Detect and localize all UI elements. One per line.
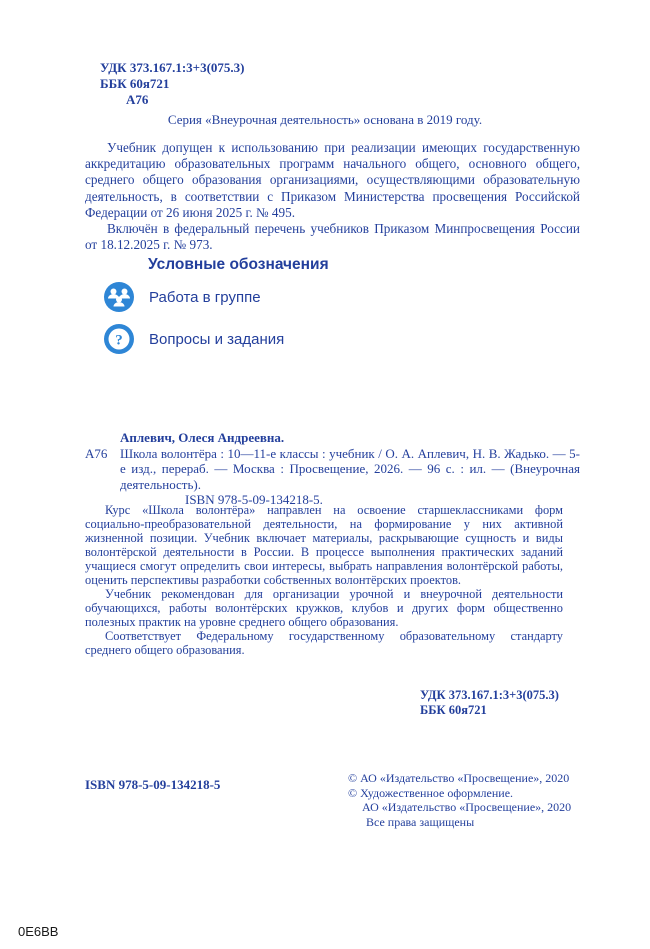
copyright-line: Все права защищены [366,814,475,829]
catalog-author: Аплевич, Олеся Андреевна. [120,430,285,445]
bibliographic-codes-bottom [420,688,559,718]
author-sign-code: А76 [126,92,149,107]
bbk-line-bottom: ББК 60я721 [420,703,487,717]
catalog-isbn: ISBN 978-5-09-134218-5. [185,492,323,507]
bibliographic-codes-top [100,60,245,108]
corner-print-code: 0Е6ВВ [18,924,59,939]
annotation-block [85,503,563,657]
annotation-standard: Соответствует Федеральному государственному образовательному стандарту среднего общего образования. [85,629,563,657]
approval-block [85,140,580,253]
question-icon [103,323,135,355]
approval-paragraph: Учебник допущен к использованию при реализации имеющих государственную аккредитацию образовательных программ начального общего, основного общего, среднего общего образования организациями, осуществляющими образовательную деятельность, в соответствии с Приказом Министерства просвещения Российской Федерации от 26 июня 2025 г. № 495. [85,140,580,220]
annotation-course: Курс «Школа волонтёра» направлен на освоение старшеклассниками форм социально-преобразовательной деятельности, на формирование у них активной жизненной позиции. Учебник включает материалы, раскрывающие сущность и виды волонтёрской деятельности в России. В процессе выполнения практических заданий учащиеся смогут определить свои интересы, выбрать направления волонтёрской работы, оценить перспективы разработки собственных волонтёрских проектов. [85,503,563,587]
copyright-line: © АО «Издательство «Просвещение», 2020 [348,771,570,785]
legend-item-group-work [103,281,261,313]
catalog-code: А76 [85,445,108,461]
bbk-line: ББК 60я721 [100,76,170,91]
udk-line-bottom: УДК 373.167.1:3+3(075.3) [420,688,559,702]
federal-list-paragraph: Включён в федеральный перечень учебников Приказом Минпросвещения России от 18.12.2025 г. № 973. [85,221,580,253]
legend-item-label: Работа в группе [149,288,261,306]
svg-text:?: ? [115,332,123,349]
copyright-line: АО «Издательство «Просвещение», 2020 [362,800,572,814]
group-work-icon [103,281,135,313]
series-line: Серия «Внеурочная деятельность» основана в 2019 году. [167,112,483,127]
catalog-card [85,430,580,508]
legend-heading: Условные обозначения [148,256,329,273]
legend-item-label: Вопросы и задания [149,330,285,348]
annotation-recommended: Учебник рекомендован для организации урочной и внеурочной деятельности обучающихся, работы волонтёрских кружков, клубов и других форм общественно полезных практик на уровне среднего общего образования. [85,587,563,629]
copyright-line: © Художественное оформление. [348,785,514,800]
copyright-block [348,771,571,829]
udk-line: УДК 373.167.1:3+3(075.3) [100,60,245,75]
isbn-footer: ISBN 978-5-09-134218-5 [85,777,221,792]
catalog-description: Школа волонтёра : 10—11-е классы : учебник / О. А. Аплевич, Н. В. Жадько. — 5-е изд., перераб. — Москва : Просвещение, 2026. — 96 с. : ил. — (Внеурочная деятельность). [120,445,580,492]
legend-item-questions [103,323,284,355]
